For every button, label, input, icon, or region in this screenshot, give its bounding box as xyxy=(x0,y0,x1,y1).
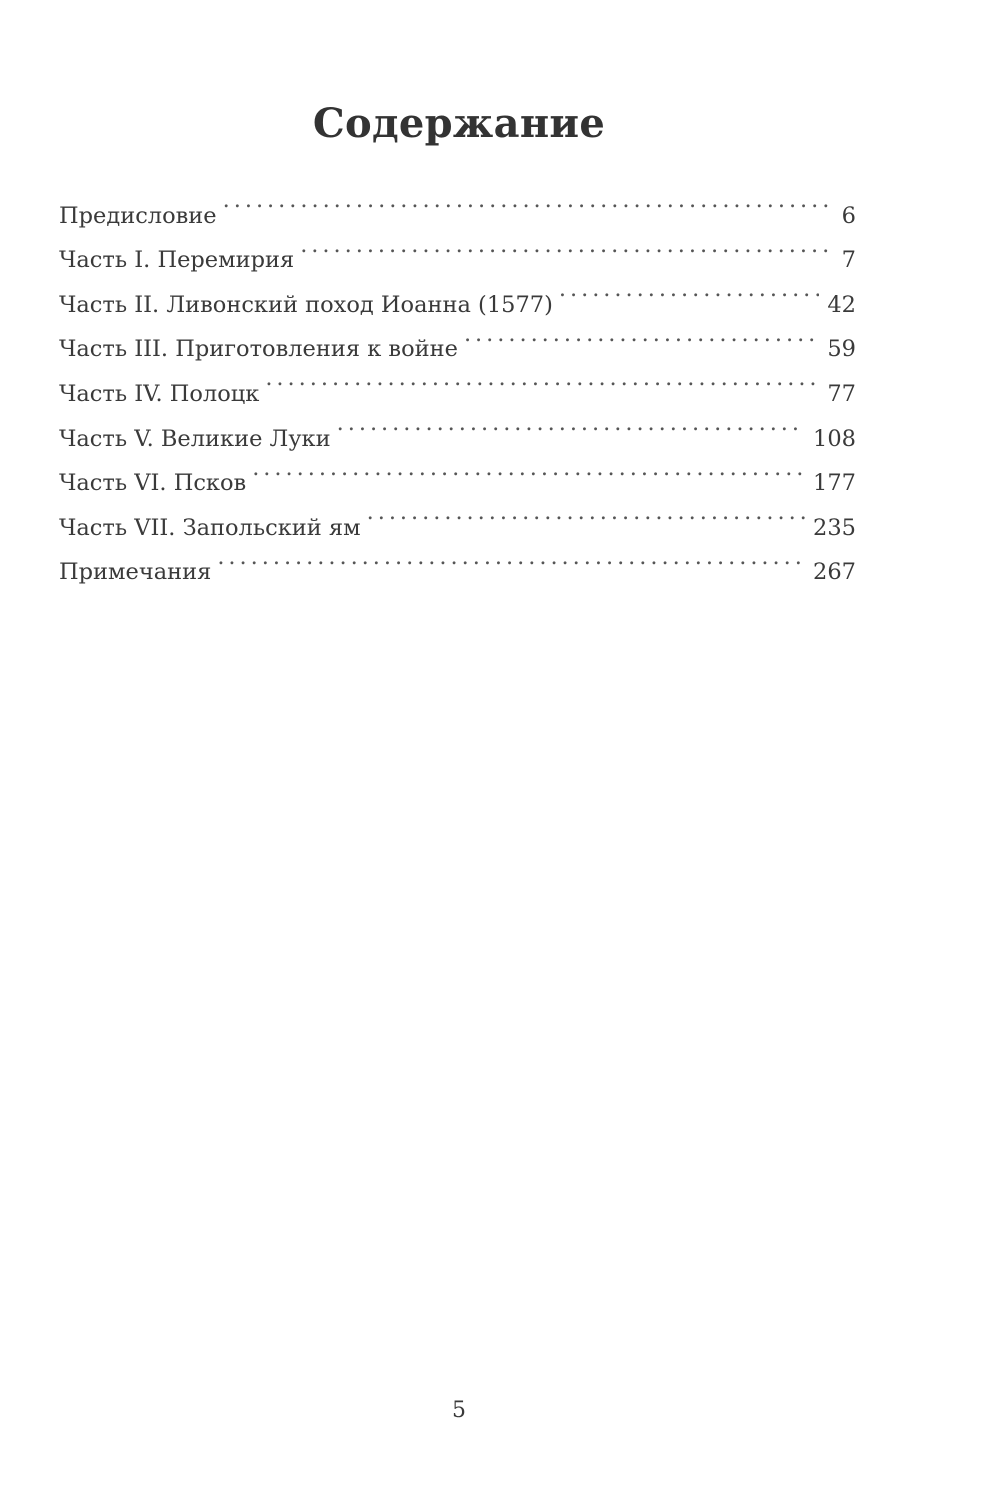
toc-dot-leader xyxy=(217,535,805,580)
toc-entry-page: 6 xyxy=(841,202,856,229)
toc-entry-page: 42 xyxy=(827,291,856,318)
toc-entry-page: 108 xyxy=(813,425,856,452)
toc-entry-title: Часть V. Великие Луки xyxy=(59,425,331,452)
toc-entry-title: Часть IV. Полоцк xyxy=(59,380,260,407)
toc-dot-leader xyxy=(337,401,805,446)
toc-entry-title: Часть VII. Запольский ям xyxy=(59,514,361,541)
toc-entry-title: Предисловие xyxy=(59,202,217,229)
toc-entry-title: Часть III. Приготовления к войне xyxy=(59,336,458,363)
page-number: 5 xyxy=(452,1398,466,1423)
toc-entry-title: Примечания xyxy=(59,559,212,586)
toc-entry-title: Часть II. Ливонский поход Иоанна (1577) xyxy=(59,291,553,318)
toc-entry-title: Часть I. Перемирия xyxy=(59,247,295,274)
toc-entry-page: 59 xyxy=(827,336,856,363)
toc-entry-page: 267 xyxy=(813,559,856,586)
toc-entry-page: 77 xyxy=(827,380,856,407)
toc-dot-leader xyxy=(300,223,833,268)
toc-entry-page: 177 xyxy=(813,470,856,497)
page-title: Содержание xyxy=(312,100,606,147)
toc-dot-leader xyxy=(464,312,819,357)
toc-dot-leader xyxy=(252,446,805,491)
toc-dot-leader xyxy=(559,267,819,312)
toc-dot-leader xyxy=(367,490,805,535)
toc-entry-page: 7 xyxy=(841,247,856,274)
toc-dot-leader xyxy=(265,356,819,401)
toc-entry-title: Часть VI. Псков xyxy=(59,470,247,497)
toc-entry-page: 235 xyxy=(813,514,856,541)
toc-dot-leader xyxy=(223,178,834,223)
table-of-contents xyxy=(59,178,856,586)
toc-entry[interactable] xyxy=(59,178,856,229)
